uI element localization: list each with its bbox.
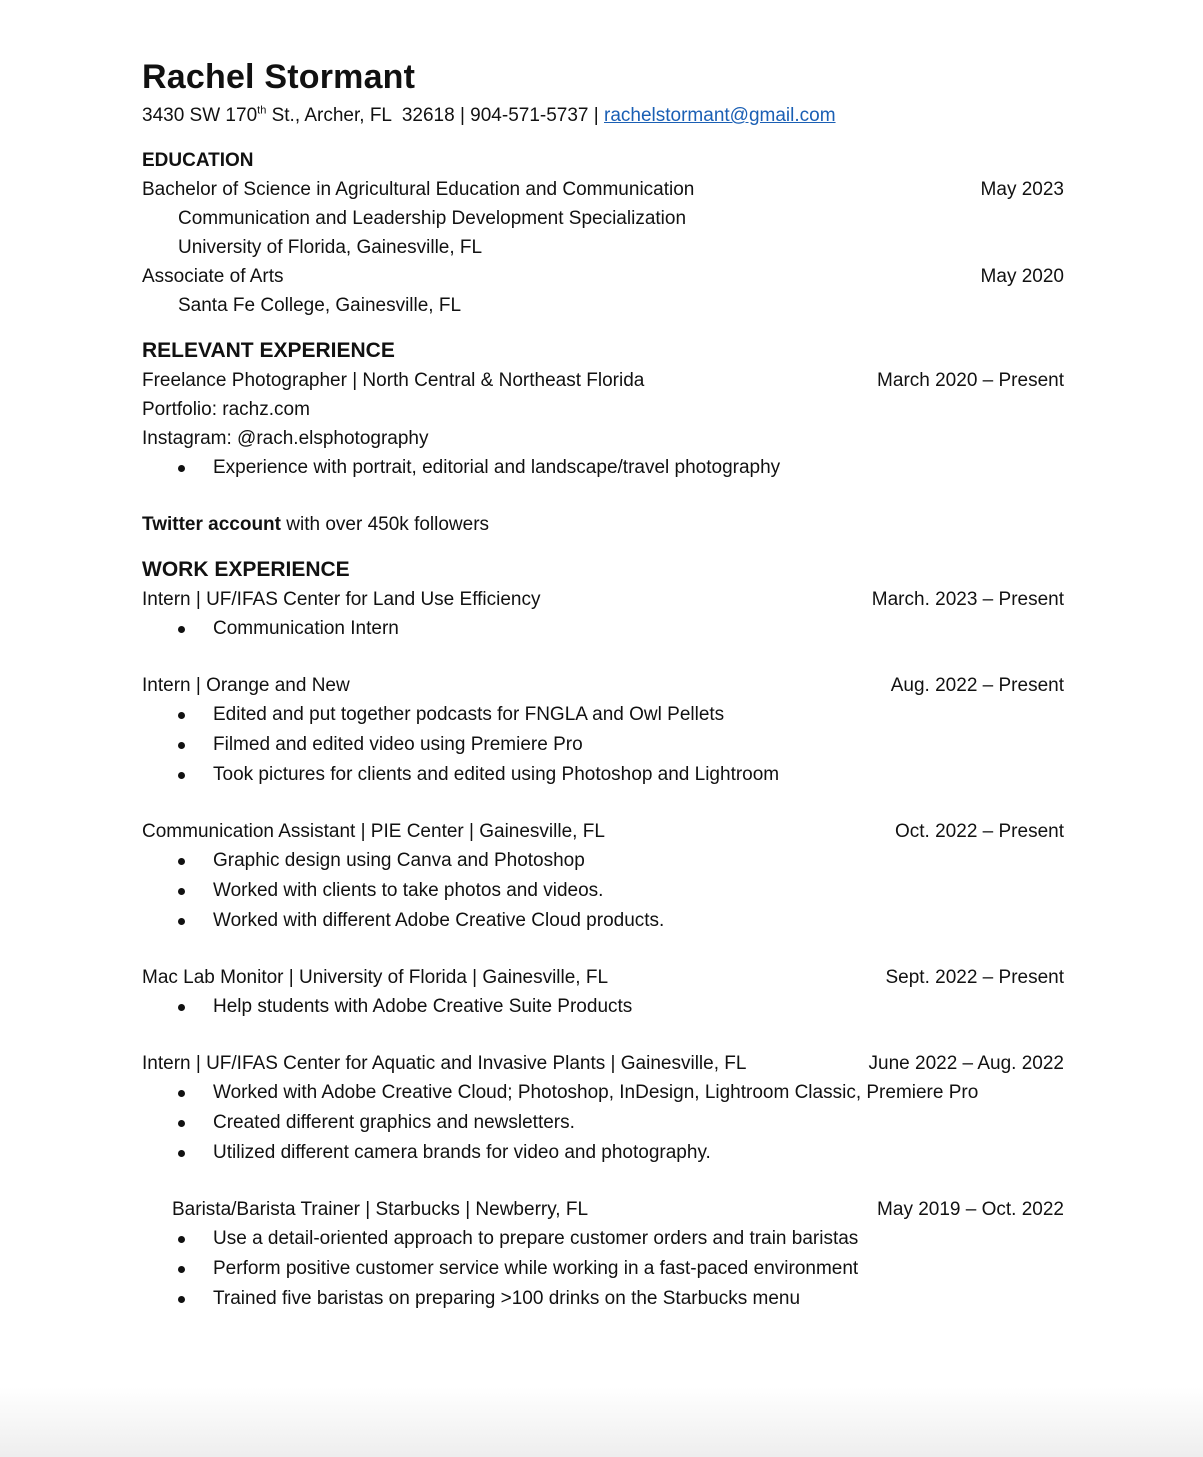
job-row <box>142 963 1064 992</box>
job-date: March. 2023 – Present <box>871 589 1064 610</box>
job-bullets <box>142 992 1064 1022</box>
work-experience-heading: WORK EXPERIENCE <box>142 558 350 581</box>
page-bottom-shadow <box>0 1387 1203 1457</box>
bullet-icon <box>178 1090 185 1097</box>
job-date: Sept. 2022 – Present <box>885 967 1064 988</box>
list-item: Filmed and edited video using Premiere Pro <box>178 730 1064 760</box>
degree1-specialization: Communication and Leadership Development Specialization <box>178 208 687 229</box>
job-row <box>142 1195 1064 1224</box>
job-title: Mac Lab Monitor | University of Florida | Gainesville, FL <box>142 967 609 988</box>
bullet-icon <box>178 465 185 472</box>
bullet-icon <box>178 1120 185 1127</box>
twitter-label: Twitter account <box>142 514 281 535</box>
job-bullets <box>142 614 1064 644</box>
list-item: Utilized different camera brands for video and photography. <box>178 1138 1064 1168</box>
freelance-row <box>142 366 1064 395</box>
job-title: Intern | UF/IFAS Center for Land Use Efficiency <box>142 589 541 610</box>
job-date: June 2022 – Aug. 2022 <box>868 1053 1064 1074</box>
degree2-title: Associate of Arts <box>142 266 284 287</box>
list-item: Worked with Adobe Creative Cloud; Photoshop, InDesign, Lightroom Classic, Premiere Pro <box>178 1078 1064 1108</box>
list-item: Created different graphics and newsletters. <box>178 1108 1064 1138</box>
degree1-school: University of Florida, Gainesville, FL <box>178 237 483 258</box>
job-row <box>142 1049 1064 1078</box>
list-item: Trained five baristas on preparing >100 drinks on the Starbucks menu <box>178 1284 1064 1314</box>
bullet-icon <box>178 742 185 749</box>
job-date: Oct. 2022 – Present <box>895 821 1064 842</box>
job-bullets <box>142 846 1064 936</box>
degree2-date: May 2020 <box>980 266 1064 287</box>
bullet-icon <box>178 772 185 779</box>
list-item: Worked with different Adobe Creative Cloud products. <box>178 906 1064 936</box>
bullet-icon <box>178 858 185 865</box>
bullet-icon <box>178 1296 185 1303</box>
list-item: Communication Intern <box>178 614 1064 644</box>
bullet-icon <box>178 918 185 925</box>
bullet-icon <box>178 1150 185 1157</box>
job-row <box>142 671 1064 700</box>
email-link[interactable]: rachelstormant@gmail.com <box>604 105 836 126</box>
address-ordinal: th <box>257 104 267 117</box>
degree2-school: Santa Fe College, Gainesville, FL <box>178 295 462 316</box>
instagram-line: Instagram: @rach.elsphotography <box>142 428 429 449</box>
twitter-line <box>142 510 1064 539</box>
address-part1: 3430 SW 170 <box>142 105 258 126</box>
bullet-icon <box>178 1236 185 1243</box>
list-item: Use a detail-oriented approach to prepare customer orders and train baristas <box>178 1224 1064 1254</box>
job-title: Intern | UF/IFAS Center for Aquatic and Invasive Plants | Gainesville, FL <box>142 1053 747 1074</box>
list-item: Worked with clients to take photos and videos. <box>178 876 1064 906</box>
job-date: May 2019 – Oct. 2022 <box>877 1199 1064 1220</box>
list-item: Graphic design using Canva and Photoshop <box>178 846 1064 876</box>
twitter-detail: with over 450k followers <box>281 514 490 535</box>
education-heading: EDUCATION <box>142 150 254 171</box>
freelance-date: March 2020 – Present <box>877 370 1064 391</box>
list-item: Took pictures for clients and edited using Photoshop and Lightroom <box>178 760 1064 790</box>
applicant-name: Rachel Stormant <box>142 58 416 96</box>
bullet-icon <box>178 888 185 895</box>
job-row <box>142 585 1064 614</box>
bullet-icon <box>178 1266 185 1273</box>
contact-line <box>142 102 1064 129</box>
resume-content <box>142 55 1064 1314</box>
bullet-icon <box>178 712 185 719</box>
address-part2: St., Archer, FL 32618 | 904-571-5737 | <box>266 105 604 126</box>
list-item: Perform positive customer service while working in a fast-paced environment <box>178 1254 1064 1284</box>
freelance-title: Freelance Photographer | North Central & Northeast Florida <box>142 370 645 391</box>
freelance-bullets <box>142 453 1064 483</box>
education-degree2-row <box>142 262 1064 291</box>
education-degree1-row <box>142 175 1064 204</box>
job-title: Barista/Barista Trainer | Starbucks | Newberry, FL <box>172 1199 589 1220</box>
job-title: Communication Assistant | PIE Center | Gainesville, FL <box>142 821 605 842</box>
degree1-title: Bachelor of Science in Agricultural Education and Communication <box>142 179 695 200</box>
job-row <box>142 817 1064 846</box>
job-bullets <box>142 1078 1064 1168</box>
job-bullets <box>142 1224 1064 1314</box>
portfolio-line: Portfolio: rachz.com <box>142 399 310 420</box>
job-date: Aug. 2022 – Present <box>890 675 1064 696</box>
list-item: Help students with Adobe Creative Suite Products <box>178 992 1064 1022</box>
job-title: Intern | Orange and New <box>142 675 350 696</box>
relevant-experience-heading: RELEVANT EXPERIENCE <box>142 339 395 362</box>
list-item: Experience with portrait, editorial and landscape/travel photography <box>178 453 1064 483</box>
degree1-date: May 2023 <box>980 179 1064 200</box>
job-bullets <box>142 700 1064 790</box>
list-item: Edited and put together podcasts for FNGLA and Owl Pellets <box>178 700 1064 730</box>
bullet-icon <box>178 626 185 633</box>
bullet-icon <box>178 1004 185 1011</box>
